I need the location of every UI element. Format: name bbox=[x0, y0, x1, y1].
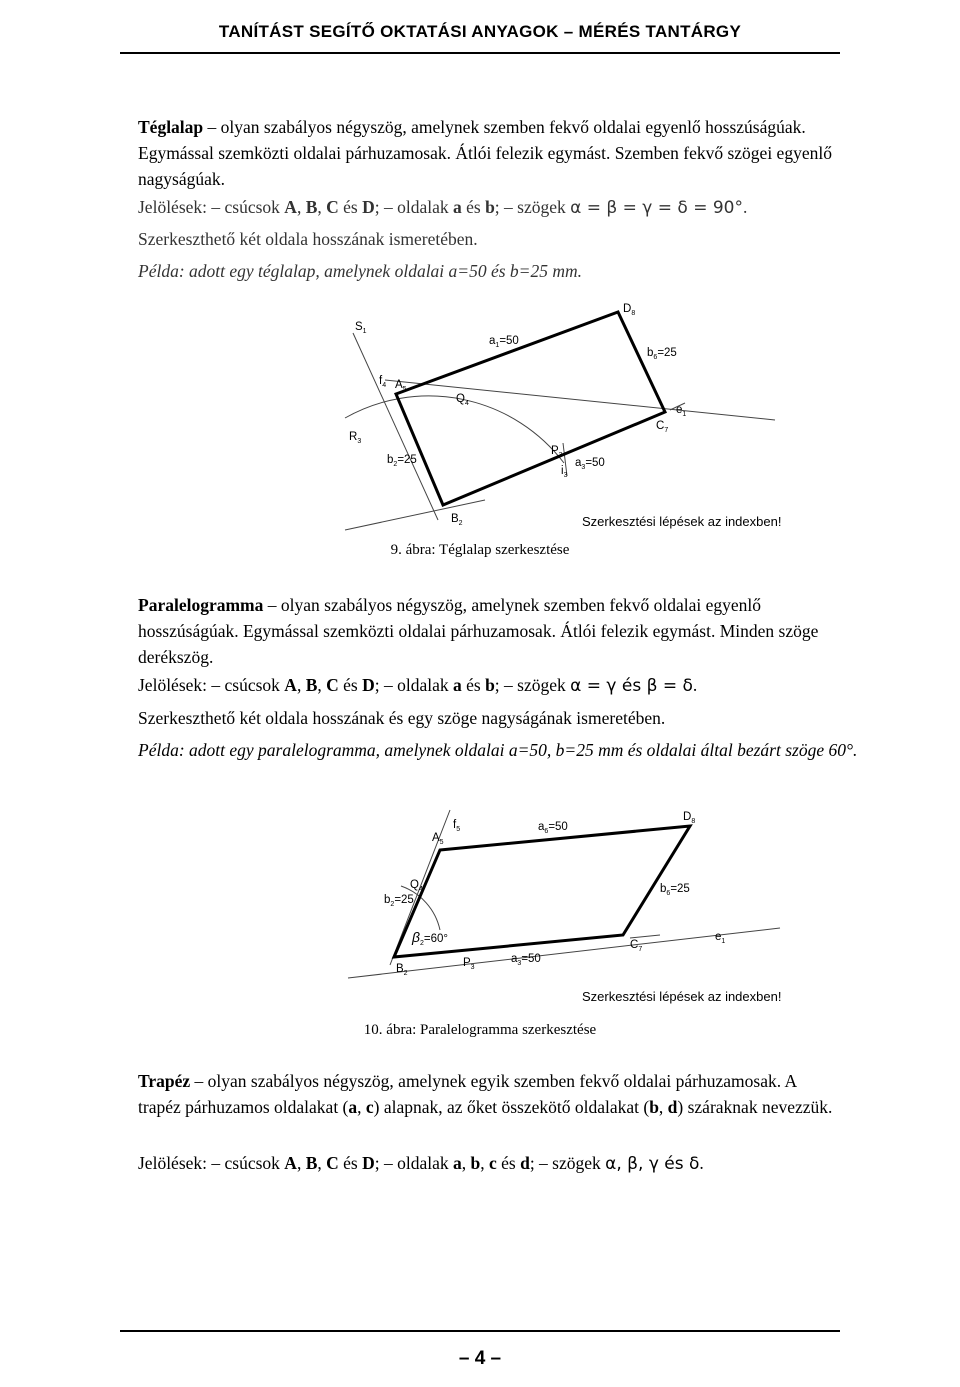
construction-line-s bbox=[353, 333, 438, 520]
label-a-point: $A_5$ bbox=[395, 379, 407, 393]
label-i: $i_3$ bbox=[561, 465, 568, 479]
label-a-bottom: $a_3=50$ bbox=[575, 457, 605, 471]
label-a-top: $a_1=50$ bbox=[489, 335, 519, 349]
label-p: $P_3$ bbox=[551, 445, 563, 459]
trapez-angles: α, β, γ és δ bbox=[605, 1154, 700, 1174]
label-d: $D_8$ bbox=[683, 811, 696, 825]
teglalap-example: Példa: adott egy téglalap, amelynek oldalai a=50 és b=25 mm. bbox=[138, 261, 583, 281]
label-p: $P_3$ bbox=[463, 957, 475, 971]
label-b-left: $b_2=25$ bbox=[387, 454, 417, 468]
paralelogramma-angles: α = γ és β = δ bbox=[570, 676, 693, 696]
paralelogramma-term: Paralelogramma bbox=[138, 595, 264, 615]
label-beta: $\beta_2=60^\circ$ bbox=[412, 929, 449, 947]
teglalap-angles: α = β = γ = δ = 90° bbox=[570, 198, 743, 218]
construction-line-f bbox=[385, 380, 775, 420]
label-r: $R_3$ bbox=[349, 431, 362, 445]
figure-9-caption: 9. ábra: Téglalap szerkesztése bbox=[390, 542, 570, 558]
construction-arc bbox=[345, 396, 564, 463]
label-e: $e_1$ bbox=[676, 404, 687, 418]
trapez-term: Trapéz bbox=[138, 1071, 191, 1091]
label-s: $S_1$ bbox=[355, 321, 367, 335]
label-b-point: $B_2$ bbox=[451, 513, 463, 527]
label-f: $f_5$ bbox=[453, 819, 461, 833]
label-f: $f_4$ bbox=[379, 375, 387, 389]
paralelogramma-section bbox=[138, 592, 838, 670]
paralelogramma-notation: Jelölések: – csúcsok A, B, C és D; – oldalak a és b; – szögek α = γ és β = δ. bbox=[138, 675, 698, 696]
figure-9-note: Szerkesztési lépések az indexben! bbox=[582, 514, 782, 529]
trapez-section bbox=[138, 1068, 838, 1120]
rectangle-construction-diagram bbox=[285, 298, 785, 533]
label-b-right: $b_6=25$ bbox=[647, 347, 677, 361]
parallelogram-construction-diagram bbox=[300, 800, 790, 1010]
label-q: $Q_4$ bbox=[410, 879, 423, 893]
teglalap-notation: Jelölések: – csúcsok A, B, C és D; – oldalak a és b; – szögek α = β = γ = δ = 90°. bbox=[138, 197, 748, 218]
header-rule bbox=[120, 52, 840, 54]
label-b-left: $b_2=25$ bbox=[384, 894, 414, 908]
figure-10-note: Szerkesztési lépések az indexben! bbox=[582, 989, 782, 1004]
page-number: – 4 – bbox=[458, 1348, 502, 1369]
teglalap-term: Téglalap bbox=[138, 117, 204, 137]
label-q: $Q_4$ bbox=[456, 393, 469, 407]
teglalap-definition: Téglalap – olyan szabályos négyszög, amelynek szemben fekvő oldalai egyenlő hosszúságúak. Egymással szemközti oldalai párhuzamosak. Átlói felezik egymást. Szemben fekvő szögei egyenlő nagyságúak. bbox=[138, 117, 832, 189]
teglalap-section bbox=[138, 114, 838, 192]
label-b-right: $b_6=25$ bbox=[660, 883, 690, 897]
footer-rule bbox=[120, 1330, 840, 1332]
label-b-point: $B_2$ bbox=[396, 963, 408, 977]
construction-line-e bbox=[630, 935, 660, 938]
trapez-notation: Jelölések: – csúcsok A, B, C és D; – oldalak a, b, c és d; – szögek α, β, γ és δ. bbox=[138, 1153, 704, 1174]
paralelogramma-definition: Paralelogramma – olyan szabályos négyszög, amelynek szemben fekvő oldalai egyenlő hosszúságúak. Egymással szemközti oldalai párhuzamosak. Átlói felezik egymást. Minden szöge derékszög. bbox=[138, 595, 819, 667]
label-a-point: $A_5$ bbox=[432, 832, 444, 846]
figure-10 bbox=[300, 800, 790, 1010]
trapez-definition: Trapéz – olyan szabályos négyszög, amelynek egyik szemben fekvő oldalai párhuzamosak. A trapéz párhuzamos oldalakat (a, c) alapnak, az őket összekötő oldalakat (b, d) száraknak nevezzük. bbox=[138, 1071, 833, 1117]
label-a-bottom: $a_3=50$ bbox=[511, 953, 541, 967]
label-d: $D_8$ bbox=[623, 303, 636, 317]
teglalap-construct: Szerkeszthető két oldala hosszának ismeretében. bbox=[138, 229, 478, 249]
paralelogramma-construct: Szerkeszthető két oldala hosszának és egy szöge nagyságának ismeretében. bbox=[138, 708, 666, 728]
construction-line-bottom bbox=[345, 500, 485, 530]
label-c: $C_7$ bbox=[656, 420, 669, 434]
label-a-top: $a_6=50$ bbox=[538, 821, 568, 835]
paralelogramma-example: Példa: adott egy paralelogramma, amelynek oldalai a=50, b=25 mm és oldalai által bezárt szöge 60°. bbox=[138, 740, 858, 760]
figure-9 bbox=[285, 298, 785, 533]
label-c: $C_7$ bbox=[630, 939, 643, 953]
figure-10-caption: 10. ábra: Paralelogramma szerkesztése bbox=[363, 1022, 597, 1038]
page-header: TANÍTÁST SEGÍTŐ OKTATÁSI ANYAGOK – MÉRÉS TANTÁRGY bbox=[218, 22, 742, 41]
label-e: $e_1$ bbox=[715, 931, 726, 945]
rectangle-shape bbox=[396, 312, 665, 505]
